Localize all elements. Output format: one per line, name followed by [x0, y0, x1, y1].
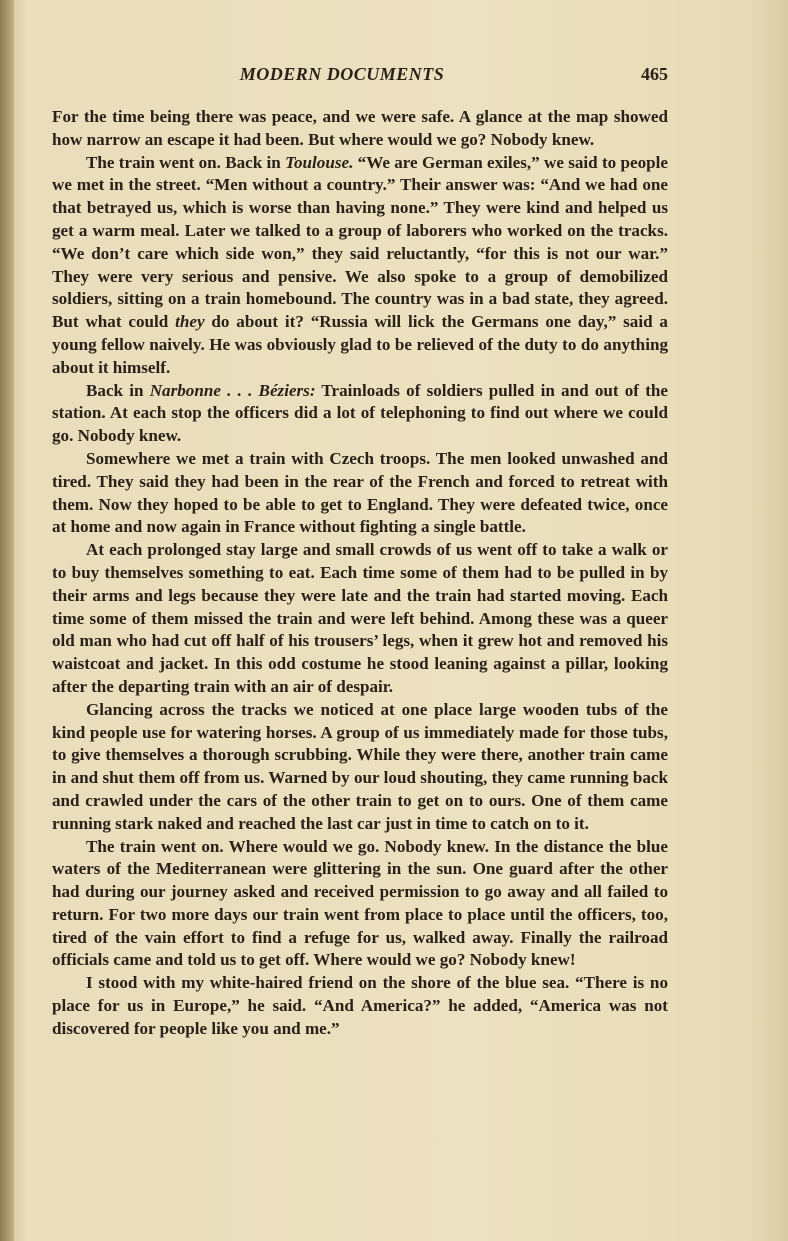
- page-header: [52, 64, 668, 90]
- page-number: 465: [641, 64, 668, 84]
- text-run: Glancing across the tracks we noticed at one place large wooden tubs of the kind people use for watering horses. A group of us immediately made for those tubs, to give themselves a thorough scrubbing. While they were there, another train came in and shut them off from us. Warned by our loud shouting, they came running back and crawled under the cars of the other train to get on to ours. One of them came running stark naked and reached the last car just in time to catch on to it.: [52, 699, 668, 833]
- text-run: Trainloads of soldiers pulled in and out of the station. At each stop the officers did a lot of telephoning to find out where we could go. Nobody knew.: [52, 380, 668, 446]
- text-run: Somewhere we met a train with Czech troops. The men looked unwashed and tired. They said they had been in the rear of the French and forced to retreat with them. Now they hoped to be able to get to England. They were defeated twice, once at home and now again in France without fighting a single battle.: [52, 448, 668, 537]
- paragraph: [52, 539, 668, 699]
- text-run: I stood with my white-haired friend on the shore of the blue sea. “There is no place for us in Europe,” he said. “And America?” he added, “America was not discovered for people like you and me.”: [52, 973, 668, 1038]
- running-head: MODERN DOCUMENTS: [239, 64, 445, 84]
- text-run: The train went on. Where would we go. Nobody knew. In the distance the blue waters of the Mediterranean were glittering in the sun. One guard after the other had during our journey asked and received permission to go away and all failed to return. For two more days our train went from place to place until the officers, too, tired of the vain effort to find a refuge for us, walked away. Finally the railroad officials came and told us to get off. Where would we go? Nobody knew!: [52, 836, 668, 970]
- paragraph: [52, 448, 668, 539]
- text-run: For the time being there was peace, and we were safe. A glance at the map showed how narrow an escape it had been. But where would we go? Nobody knew.: [52, 107, 668, 149]
- text-run: “We are German exiles,” we said to people we met in the street. “Men without a country.” Their answer was: “And we had one that betrayed us, which is worse than having none.” They were kind and helped us get a warm meal. Later we talked to a group of laborers who worked on the tracks. “We don’t care which side won,” they said reluctantly, “for this is not our war.” They were very serious and pensive. We also spoke to a group of demobilized soldiers, sitting on a train homebound. The country was in a bad state, they agreed. But what could: [52, 152, 668, 332]
- text-run: At each prolonged stay large and small crowds of us went off to take a walk or to buy themselves something to eat. Each time some of them had to be pulled in by their arms and legs because they were late and the train had started moving. Each time some of them missed the train and were left behind. Among these was a queer old man who had cut off half of his trousers’ legs, when it grew hot and removed his waistcoat and jacket. In this odd costume he stood leaning against a pillar, looking after the departing train with an air of despair.: [52, 540, 668, 696]
- paragraph: [52, 972, 668, 1040]
- italic-text: Narbonne . . . Béziers:: [149, 380, 316, 400]
- paragraph: [52, 152, 668, 380]
- body-text: [52, 106, 668, 1041]
- paragraph: [52, 106, 668, 152]
- text-run: The train went on. Back in: [86, 152, 286, 172]
- text-run: Back in: [86, 380, 150, 400]
- paragraph: [52, 380, 668, 448]
- text-run: do about it? “Russia will lick the Germans one day,” said a young fellow naively. He was obviously glad to be relieved of the duty to do anything about it himself.: [52, 312, 668, 377]
- paragraph: [52, 699, 668, 836]
- italic-text: they: [175, 312, 205, 332]
- italic-text: Toulouse.: [285, 152, 354, 172]
- paragraph: [52, 836, 668, 973]
- book-spine-shadow: [0, 0, 14, 1241]
